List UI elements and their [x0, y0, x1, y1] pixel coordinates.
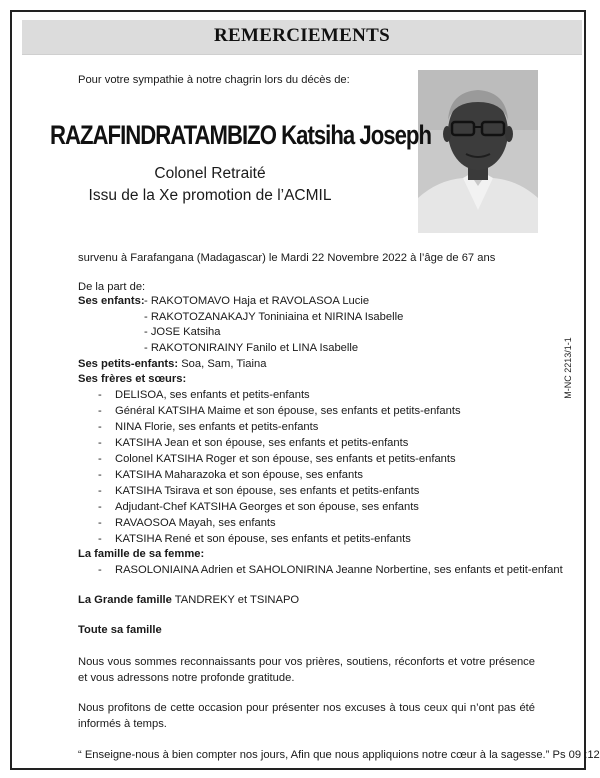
grandchildren-value: Soa, Sam, Tiaina: [181, 358, 267, 370]
sibling-item: Général KATSIHA Maime et son épouse, ses enfants et petits-enfants: [115, 405, 461, 417]
wife-family-label: La famille de sa femme:: [78, 548, 205, 560]
children-heading: Ses enfants:: [78, 295, 145, 307]
siblings-heading: Ses frères et sœurs:: [78, 373, 187, 385]
sibling-item: KATSIHA René et son épouse, ses enfants et petits-enfants: [115, 533, 411, 545]
child-item: - RAKOTOMAVO Haja et RAVOLASOA Lucie: [144, 295, 370, 307]
grande-famille-label: La Grande famille: [78, 594, 172, 606]
sibling-item: Adjudant-Chef KATSIHA Georges et son épouse, ses enfants: [115, 501, 419, 513]
sibling-item: NINA Florie, ses enfants et petits-enfants: [115, 421, 319, 433]
wife-family-item: RASOLONIAINA Adrien et SAHOLONIRINA Jeanne Norbertine, ses enfants et petit-enfant: [115, 564, 563, 576]
reference-code: M-NC 2213/1-1: [563, 337, 573, 399]
grande-famille-line: [78, 593, 299, 607]
sibling-item: KATSIHA Tsirava et son épouse, ses enfants et petits-enfants: [115, 485, 420, 497]
children-label: Ses enfants: [78, 295, 141, 307]
header-banner: [22, 20, 582, 55]
portrait-image: [418, 70, 538, 233]
deceased-name: RAZAFINDRATAMBIZO Katsiha Joseph: [50, 120, 431, 150]
portrait-photo: [418, 70, 538, 233]
bible-quote: “ Enseigne-nous à bien compter nos jours, Afin que nous appliquions notre cœur à la sagesse.” Ps 09 :12: [78, 749, 600, 761]
death-notice: survenu à Farafangana (Madagascar) le Mardi 22 Novembre 2022 à l’âge de 67 ans: [78, 252, 496, 264]
sibling-item: KATSIHA Jean et son épouse, ses enfants et petits-enfants: [115, 437, 409, 449]
siblings-label: Ses frères et sœurs: [78, 373, 183, 385]
thanks-paragraph: Nous vous sommes reconnaissants pour vos prières, soutiens, réconforts et votre présence et vous adressons notre profonde gratitude.: [78, 656, 535, 684]
all-family: Toute sa famille: [78, 624, 162, 636]
child-item: - RAKOTOZANAKAJY Toniniaina et NIRINA Isabelle: [144, 311, 404, 323]
child-item: - JOSE Katsiha: [144, 326, 221, 338]
grandchildren-line: Ses petits-enfants: Soa, Sam, Tiaina: [78, 358, 267, 370]
sibling-item: KATSIHA Maharazoka et son épouse, ses enfants: [115, 469, 363, 481]
sibling-item: RAVAOSOA Mayah, ses enfants: [115, 517, 276, 529]
child-item: - RAKOTONIRAINY Fanilo et LINA Isabelle: [144, 342, 359, 354]
grandchildren-label: Ses petits-enfants: [78, 358, 175, 370]
sibling-item: DELISOA, ses enfants et petits-enfants: [115, 389, 310, 401]
page-title: REMERCIEMENTS: [214, 25, 390, 46]
deceased-rank: Colonel Retraité: [154, 165, 266, 182]
on-behalf-label: De la part de:: [78, 281, 146, 293]
deceased-promotion: Issu de la Xe promotion de l’ACMIL: [88, 187, 332, 204]
apology-paragraph: Nous profitons de cette occasion pour présenter nos excuses à tous ceux qui n’ont pas été informés à temps.: [78, 702, 535, 730]
grande-famille-value: TANDREKY et TSINAPO: [174, 594, 300, 606]
intro-text: Pour votre sympathie à notre chagrin lors du décès de:: [78, 74, 350, 86]
sibling-item: Colonel KATSIHA Roger et son épouse, ses enfants et petits-enfants: [115, 453, 456, 465]
